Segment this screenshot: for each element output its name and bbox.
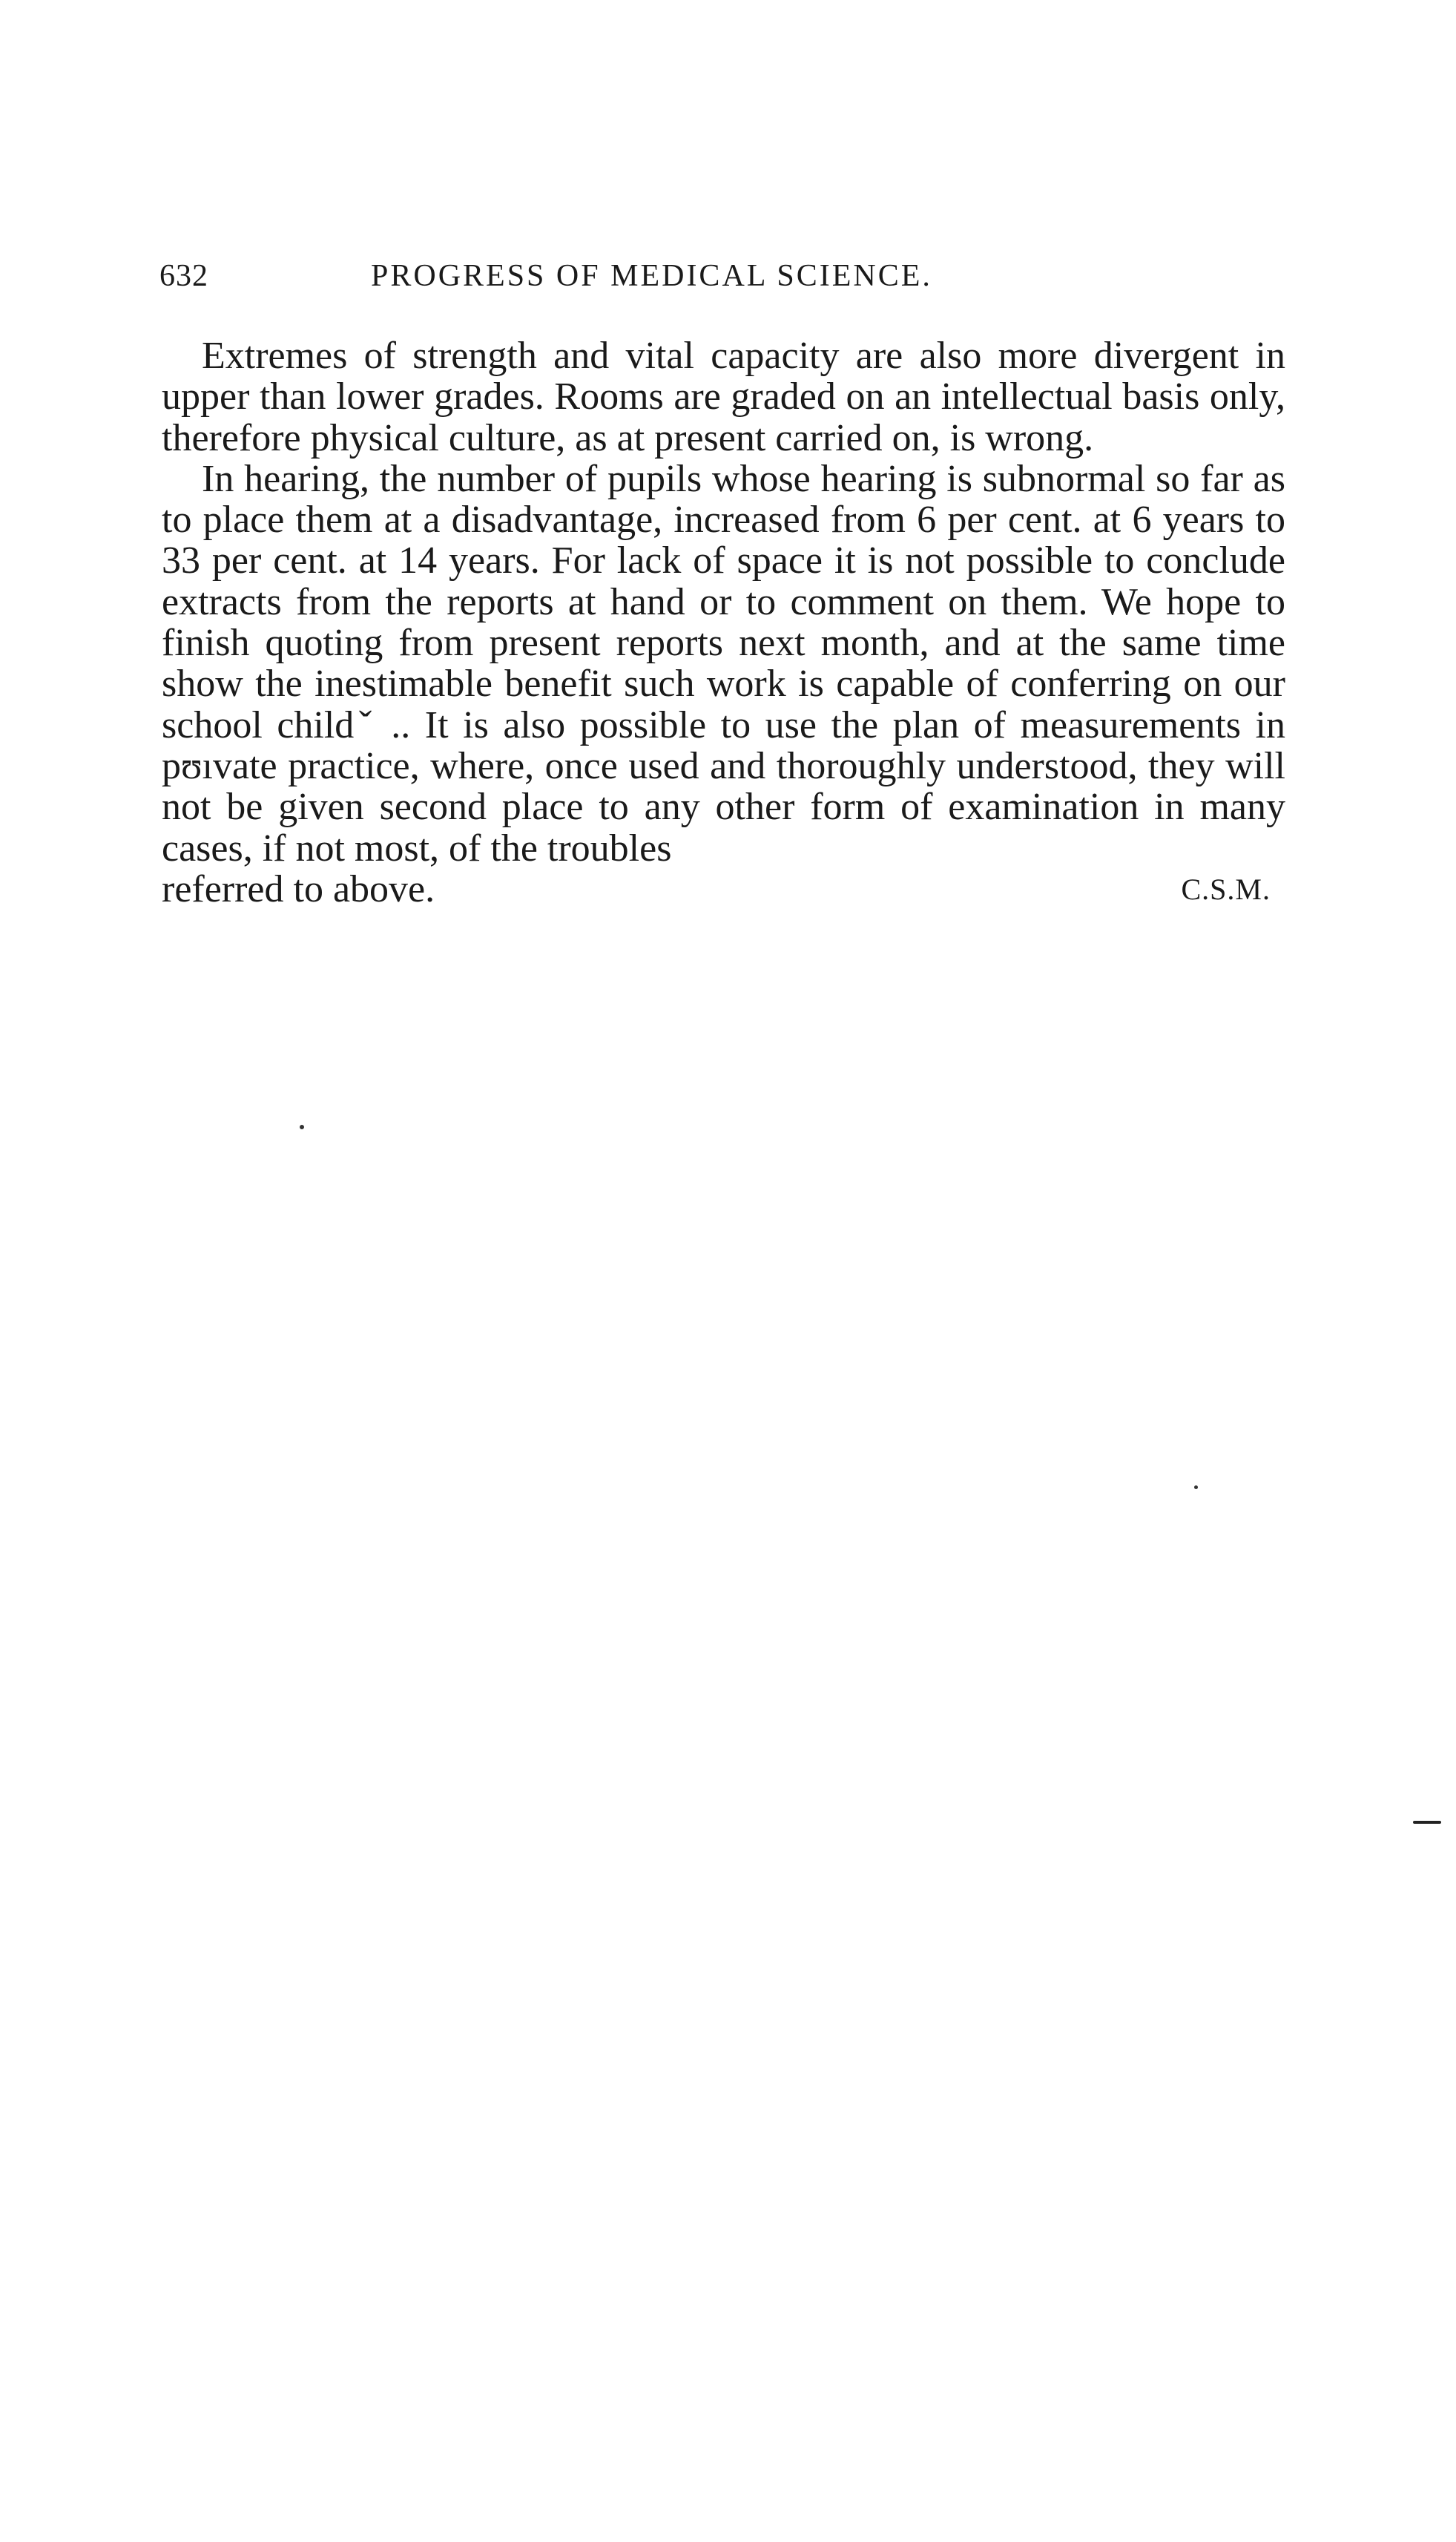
closing-line bbox=[162, 869, 1285, 910]
running-title: PROGRESS OF MEDICAL SCIENCE. bbox=[371, 259, 932, 293]
running-head bbox=[159, 258, 1287, 303]
paragraph-hearing: In hearing, the number of pupils whose hearing is subnormal so far as to place them at a disadvantage, increased from 6 per cent. at 6 years to 33 per cent. at 14 years. For lack of space it is not possible to conclude extracts from the reports at hand or to comment on them. We hope to finish quoting from present reports next month, and at the same time show the inestimable benefit such work is capable of conferring on our school childˇ .. It is also possible to use the plan of measurements in pʊıvate practice, where, once used and thoroughly understood, they will not be given second place to any other form of examination in many cases, if not most, of the troubles bbox=[162, 457, 1285, 870]
article-body bbox=[162, 335, 1285, 910]
paper-speck bbox=[300, 1125, 304, 1129]
margin-mark bbox=[1413, 1821, 1441, 1824]
page-number: 632 bbox=[159, 259, 208, 293]
paper-speck bbox=[1194, 1485, 1198, 1489]
author-signature: C.S.M. bbox=[1181, 872, 1271, 906]
closing-text: referred to above. bbox=[162, 867, 435, 910]
paragraph-strength-capacity: Extremes of strength and vital capacity are also more divergent in upper than lower grades. Rooms are graded on an intellectual basis only, therefore physical culture, as at present carried on, is wrong. bbox=[162, 335, 1285, 459]
